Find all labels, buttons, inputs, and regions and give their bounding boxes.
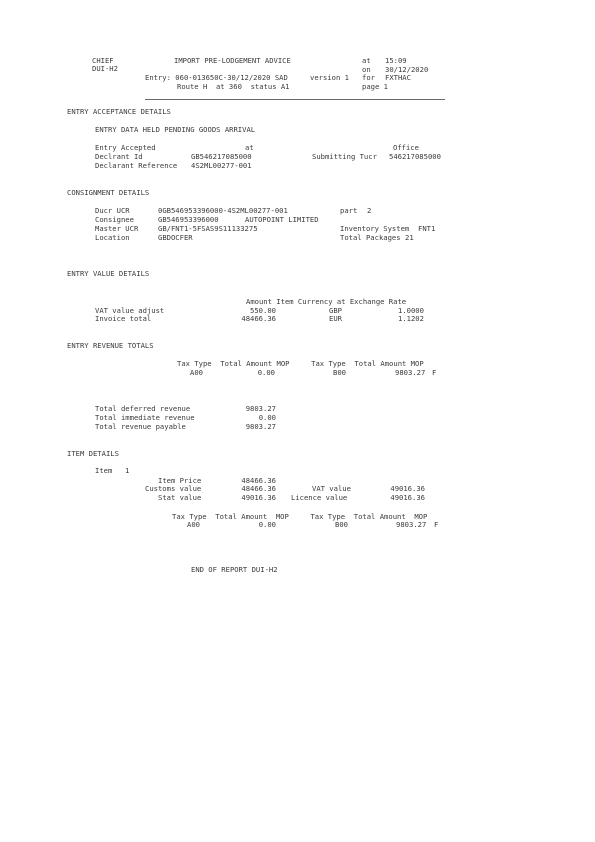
value-row-2-label: Invoice total xyxy=(95,314,152,323)
item-tax1-type: A00 xyxy=(187,520,200,529)
item-price-label: Item Price xyxy=(158,476,202,485)
office-label: Office xyxy=(393,143,419,152)
consignee-name: AUTOPOINT LIMITED xyxy=(245,215,319,224)
item-tax1-amount: 0.00 xyxy=(258,520,276,529)
item-number: 1 xyxy=(125,466,130,475)
packages-value: 21 xyxy=(405,233,414,242)
revenue-tax2-amount: 9803.27 xyxy=(395,368,426,377)
stat-value-value: 49016.36 xyxy=(241,493,276,502)
header-for-value: FXTHAC xyxy=(385,73,411,82)
value-row-1-currency: GBP xyxy=(329,306,342,315)
value-row-1-label: VAT value adjust xyxy=(95,306,165,315)
location-label: Location xyxy=(95,233,130,242)
total-deferred-label: Total deferred revenue xyxy=(95,404,191,413)
item-price-value: 48466.36 xyxy=(241,476,276,485)
section-consignment: CONSIGNMENT DETAILS xyxy=(67,188,150,197)
declarant-id-label: Declrant Id xyxy=(95,152,143,161)
end-of-report: END OF REPORT DUI-H2 xyxy=(191,565,278,574)
revenue-tax1-type: A00 xyxy=(190,368,203,377)
entry-accepted-label: Entry Accepted xyxy=(95,143,156,152)
customs-value-value: 48466.36 xyxy=(241,484,276,493)
vat-value-label: VAT value xyxy=(312,484,351,493)
header-on-label: on xyxy=(362,65,371,74)
value-row-1-rate: 1.0000 xyxy=(398,306,424,315)
part-label: part xyxy=(340,206,358,215)
inventory-value: FNT1 xyxy=(418,224,436,233)
submitting-label: Submitting Tucr xyxy=(312,152,377,161)
submitting-value: 546217085000 xyxy=(389,152,441,161)
licence-value-label: Licence value xyxy=(291,493,348,502)
section-acceptance: ENTRY ACCEPTANCE DETAILS xyxy=(67,107,171,116)
revenue-table-header: Tax Type Total Amount MOP Tax Type Total Amount MOP xyxy=(177,359,424,368)
inventory-label: Inventory System xyxy=(340,224,410,233)
location-value: GBDOCFER xyxy=(158,233,193,242)
item-tax-header: Tax Type Total Amount MOP Tax Type Total Amount MOP xyxy=(172,512,428,521)
header-report-id: DUI-H2 xyxy=(92,64,118,73)
ducr-label: Ducr UCR xyxy=(95,206,130,215)
section-value: ENTRY VALUE DETAILS xyxy=(67,269,150,278)
header-rule xyxy=(145,99,445,100)
page-number: page 1 xyxy=(362,82,388,91)
master-ucr-label: Master UCR xyxy=(95,224,139,233)
master-ucr-value: GB/FNT1-5FSAS9S11133275 xyxy=(158,224,258,233)
section-revenue: ENTRY REVENUE TOTALS xyxy=(67,341,154,350)
total-deferred-value: 9803.27 xyxy=(245,404,276,413)
value-row-2-amount: 48466.36 xyxy=(241,314,276,323)
acceptance-note: ENTRY DATA HELD PENDING GOODS ARRIVAL xyxy=(95,125,256,134)
total-immediate-value: 0.00 xyxy=(258,413,276,422)
declarant-id-value: GB546217085000 xyxy=(191,152,252,161)
header-for-label: for xyxy=(362,73,375,82)
consignee-label: Consignee xyxy=(95,215,134,224)
version: version 1 xyxy=(310,73,349,82)
vat-value-value: 49016.36 xyxy=(390,484,425,493)
revenue-tax2-type: B00 xyxy=(333,368,346,377)
route-line: Route H at 360 status A1 xyxy=(177,82,290,91)
packages-label: Total Packages xyxy=(340,233,401,242)
total-immediate-label: Total immediate revenue xyxy=(95,413,195,422)
header-time: 15:09 xyxy=(385,56,407,65)
total-payable-label: Total revenue payable xyxy=(95,422,186,431)
ducr-value: 0GB546953396000-4S2ML00277-001 xyxy=(158,206,288,215)
total-payable-value: 9803.27 xyxy=(245,422,276,431)
customs-value-label: Customs value xyxy=(145,484,202,493)
value-row-2-currency: EUR xyxy=(329,314,342,323)
header-at-label: at xyxy=(362,56,371,65)
entry-line: Entry: 060-013650C-30/12/2020 SAD xyxy=(145,73,288,82)
value-row-2-rate: 1.1202 xyxy=(398,314,424,323)
header-system: CHIEF xyxy=(92,56,114,65)
value-table-header: Amount Item Currency at Exchange Rate xyxy=(246,297,407,306)
revenue-tax1-amount: 0.00 xyxy=(257,368,275,377)
declarant-ref-label: Declarant Reference xyxy=(95,161,178,170)
declarant-ref-value: 4S2ML00277-001 xyxy=(191,161,252,170)
section-item: ITEM DETAILS xyxy=(67,449,119,458)
accepted-at-label: at xyxy=(245,143,254,152)
header-date: 30/12/2020 xyxy=(385,65,429,74)
part-value: 2 xyxy=(367,206,372,215)
item-label: Item xyxy=(95,466,113,475)
licence-value-value: 49016.36 xyxy=(390,493,425,502)
value-row-1-amount: 550.00 xyxy=(250,306,276,315)
page-title: IMPORT PRE-LODGEMENT ADVICE xyxy=(174,56,291,65)
item-tax2-type: B00 xyxy=(335,520,348,529)
revenue-tax2-mop: F xyxy=(432,368,437,377)
stat-value-label: Stat value xyxy=(158,493,202,502)
item-tax2-amount: 9803.27 xyxy=(396,520,427,529)
item-tax2-mop: F xyxy=(434,520,439,529)
consignee-value: GB546953396000 xyxy=(158,215,219,224)
